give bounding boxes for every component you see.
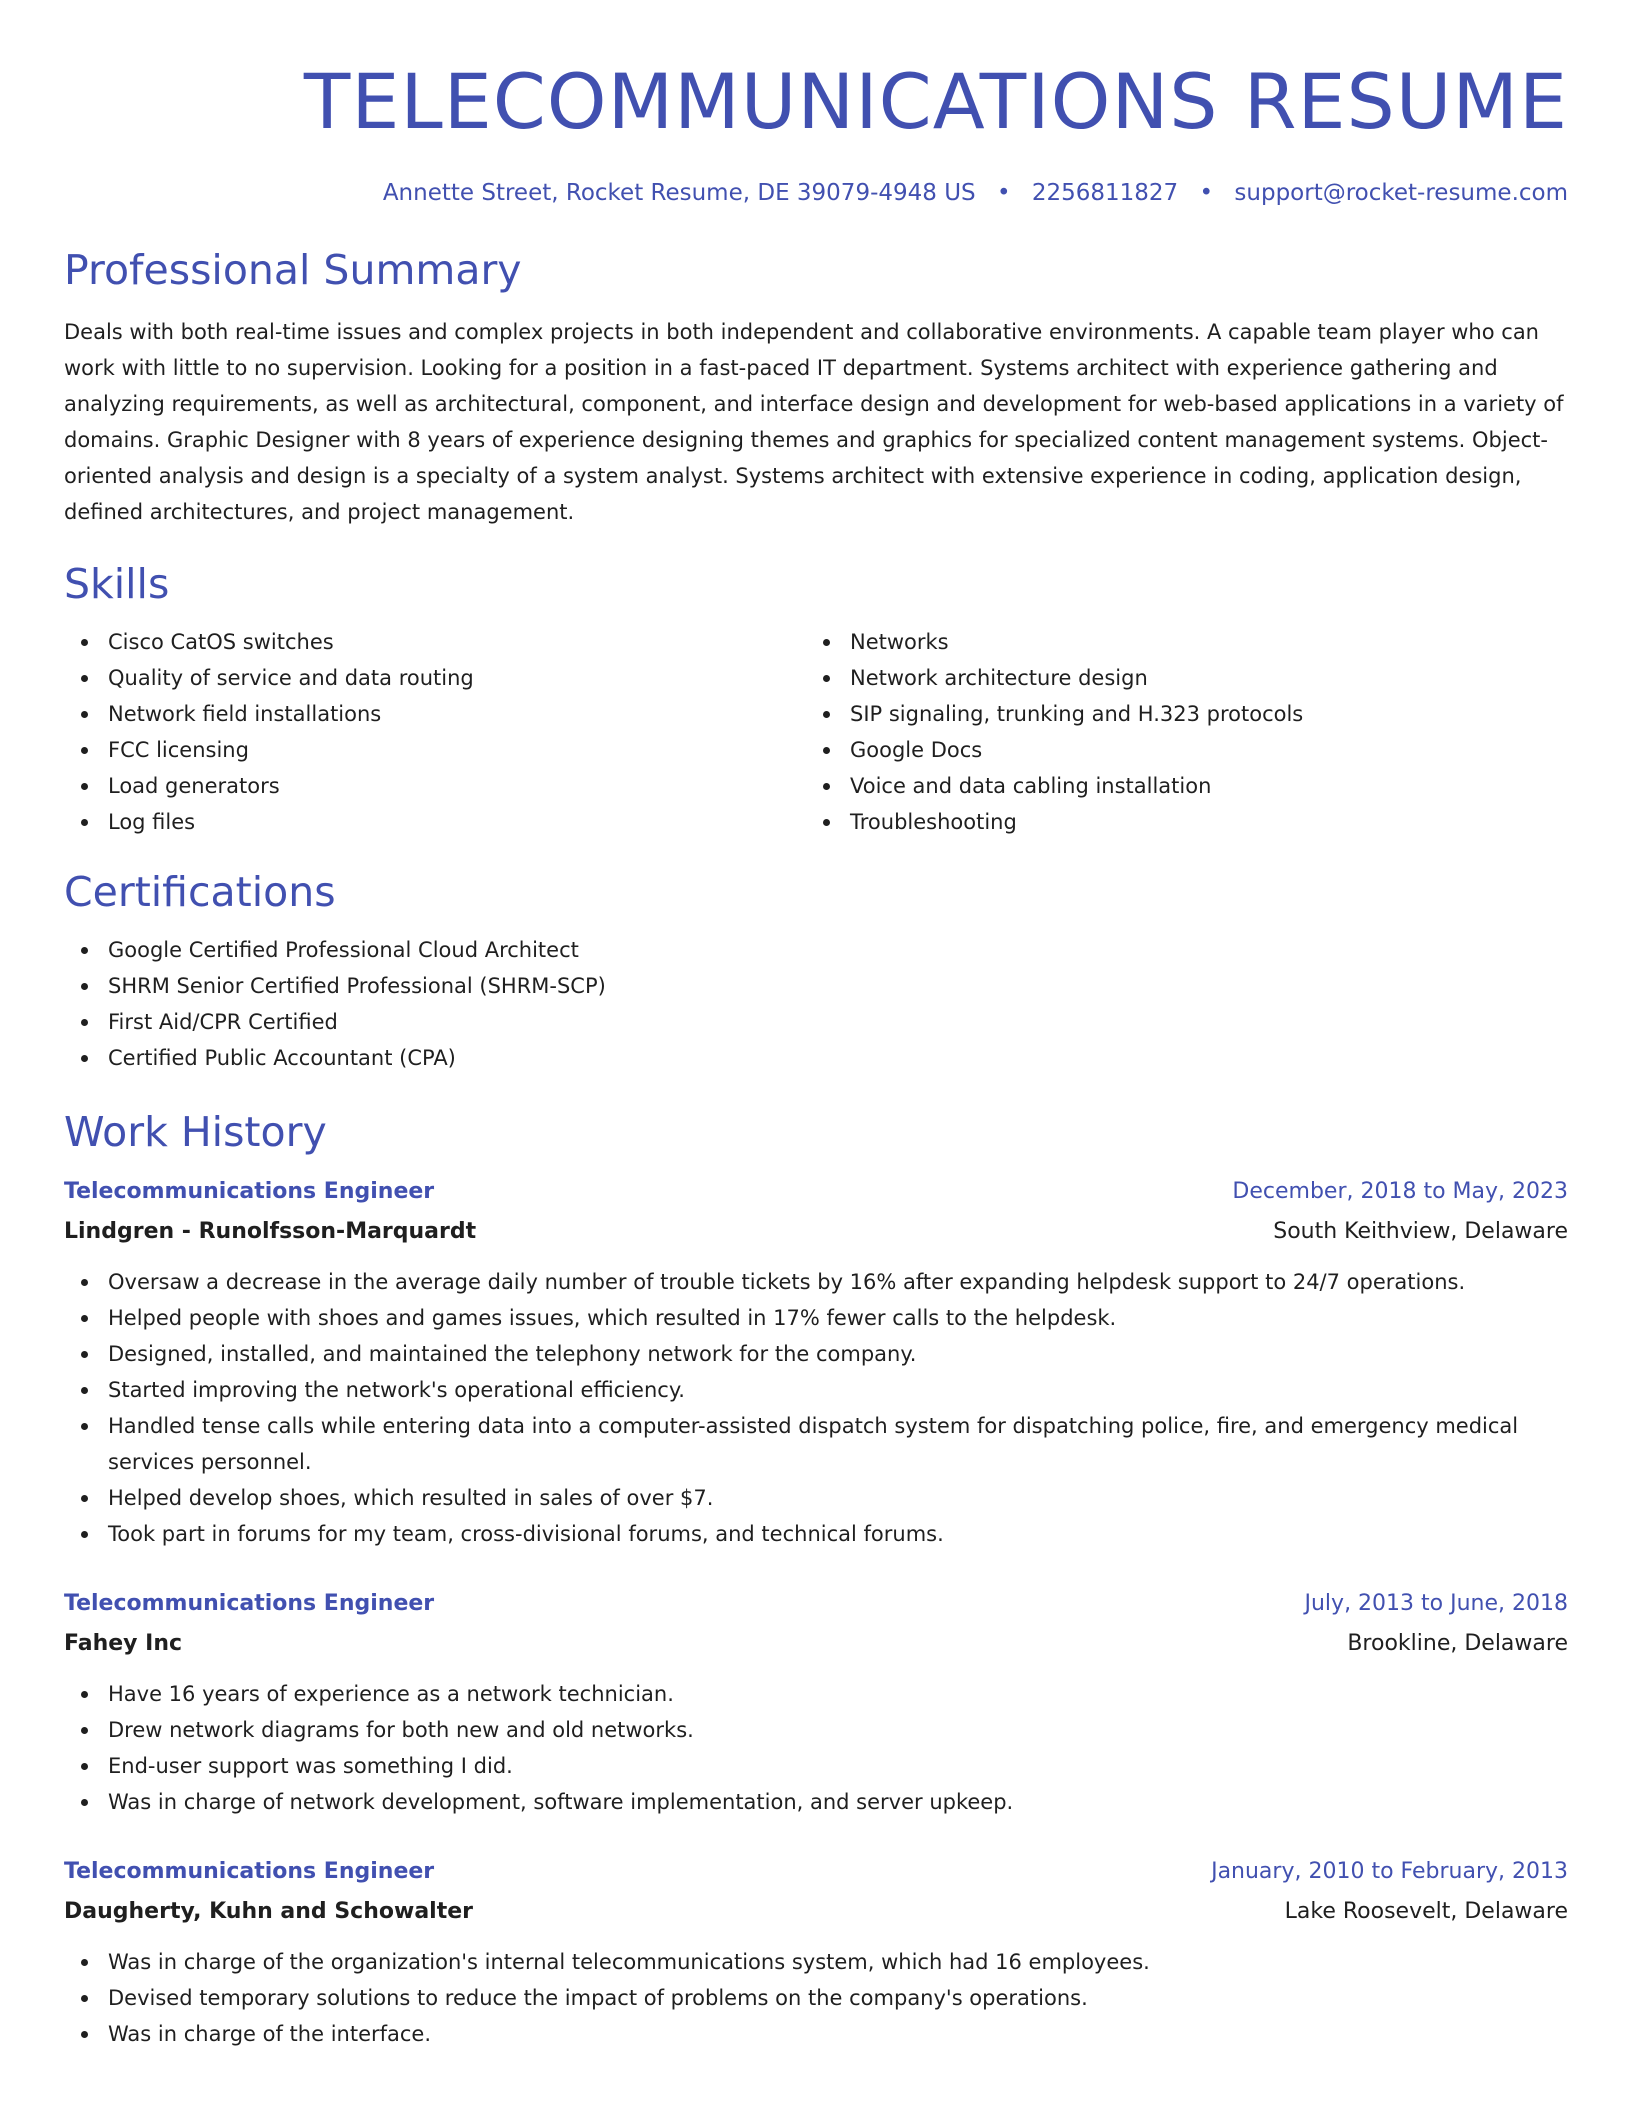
job-bullets	[64, 1264, 1568, 1552]
professional-summary-section	[64, 244, 1568, 530]
skill-item: SIP signaling, trunking and H.323 protocols	[850, 696, 1548, 732]
job-entry	[64, 1584, 1568, 1820]
skills-list-left	[64, 624, 806, 840]
skill-item: FCC licensing	[108, 732, 806, 768]
job-location: South Keithview, Delaware	[1273, 1219, 1568, 1244]
job-bullet: Took part in forums for my team, cross-divisional forums, and technical forums.	[108, 1516, 1568, 1552]
job-bullet: Was in charge of the organization's internal telecommunications system, which had 16 employees.	[108, 1944, 1568, 1980]
skills-column-right	[806, 624, 1548, 840]
job-dates: July, 2013 to June, 2018	[1304, 1591, 1568, 1616]
job-bullet: Was in charge of network development, software implementation, and server upkeep.	[108, 1784, 1568, 1820]
contact-email: support@rocket-resume.com	[1234, 180, 1568, 206]
skills-grid	[64, 624, 1568, 840]
skills-section	[64, 558, 1568, 840]
job-entry	[64, 1172, 1568, 1552]
job-dates: December, 2018 to May, 2023	[1232, 1179, 1568, 1204]
job-header-row	[64, 1852, 1568, 1892]
job-title: Telecommunications Engineer	[64, 1591, 435, 1616]
skill-item: Troubleshooting	[850, 804, 1548, 840]
job-company: Lindgren - Runolfsson-Marquardt	[64, 1219, 477, 1244]
job-location: Lake Roosevelt, Delaware	[1284, 1899, 1568, 1924]
work-history-section	[64, 1106, 1568, 2052]
skills-column-left	[64, 624, 806, 840]
skill-item: Google Docs	[850, 732, 1548, 768]
contact-separator: •	[1199, 180, 1214, 206]
job-entry	[64, 1852, 1568, 2052]
skills-list-right	[806, 624, 1548, 840]
section-title-certifications: Certifications	[64, 868, 336, 916]
summary-text: Deals with both real-time issues and complex projects in both independent and collaborative environments. A capable team player who can work with little to no supervision. Looking for a position in a fast-paced IT department. Systems architect with experience gathering and analyzing requirements, as well as architectural, component, and interface design and development for web-based applications in a variety of domains. Graphic Designer with 8 years of experience designing themes and graphics for specialized content management systems. Object-oriented analysis and design is a specialty of a system analyst. Systems architect with extensive experience in coding, application design, defined architectures, and project management.	[64, 320, 1564, 524]
certifications-list	[64, 932, 1568, 1076]
job-dates: January, 2010 to February, 2013	[1211, 1859, 1568, 1884]
certification-item: Google Certified Professional Cloud Architect	[108, 932, 1568, 968]
section-title-summary: Professional Summary	[64, 246, 522, 294]
certification-item: SHRM Senior Certified Professional (SHRM-SCP)	[108, 968, 1568, 1004]
skill-item: Network architecture design	[850, 660, 1548, 696]
job-bullet: Was in charge of the interface.	[108, 2016, 1568, 2052]
skill-item: Quality of service and data routing	[108, 660, 806, 696]
job-bullet: Started improving the network's operational efficiency.	[108, 1372, 1568, 1408]
skill-item: Network field installations	[108, 696, 806, 732]
job-bullet: Helped people with shoes and games issues, which resulted in 17% fewer calls to the helpdesk.	[108, 1300, 1568, 1336]
job-title: Telecommunications Engineer	[64, 1179, 435, 1204]
section-title-skills: Skills	[64, 560, 170, 608]
skill-item: Log files	[108, 804, 806, 840]
job-bullet: Designed, installed, and maintained the telephony network for the company.	[108, 1336, 1568, 1372]
job-company-row	[64, 1212, 1568, 1252]
skill-item: Networks	[850, 624, 1548, 660]
contact-address: Annette Street, Rocket Resume, DE 39079-4948 US	[382, 180, 976, 206]
contact-separator: •	[996, 180, 1011, 206]
resume-header	[64, 0, 1568, 208]
job-company: Fahey Inc	[64, 1631, 183, 1656]
job-bullet: Have 16 years of experience as a network technician.	[108, 1676, 1568, 1712]
certification-item: Certified Public Accountant (CPA)	[108, 1040, 1568, 1076]
job-title: Telecommunications Engineer	[64, 1859, 435, 1884]
job-company: Daugherty, Kuhn and Schowalter	[64, 1899, 473, 1924]
job-bullets	[64, 1676, 1568, 1820]
skill-item: Cisco CatOS switches	[108, 624, 806, 660]
job-header-row	[64, 1584, 1568, 1624]
certifications-section	[64, 866, 1568, 1076]
job-bullet: Oversaw a decrease in the average daily number of trouble tickets by 16% after expanding helpdesk support to 24/7 operations.	[108, 1264, 1568, 1300]
contact-phone: 2256811827	[1031, 180, 1179, 206]
certification-item: First Aid/CPR Certified	[108, 1004, 1568, 1040]
contact-line	[64, 178, 1568, 208]
job-bullet: Helped develop shoes, which resulted in sales of over $7.	[108, 1480, 1568, 1516]
job-bullet: Drew network diagrams for both new and old networks.	[108, 1712, 1568, 1748]
job-bullet: End-user support was something I did.	[108, 1748, 1568, 1784]
job-company-row	[64, 1892, 1568, 1932]
section-title-work-history: Work History	[64, 1108, 327, 1156]
skill-item: Load generators	[108, 768, 806, 804]
job-company-row	[64, 1624, 1568, 1664]
resume-title: TELECOMMUNICATIONS RESUME	[303, 57, 1568, 146]
skill-item: Voice and data cabling installation	[850, 768, 1548, 804]
job-bullet: Handled tense calls while entering data into a computer-assisted dispatch system for dispatching police, fire, and emergency medical services personnel.	[108, 1408, 1568, 1480]
job-location: Brookline, Delaware	[1347, 1631, 1568, 1656]
job-bullet: Devised temporary solutions to reduce the impact of problems on the company's operations.	[108, 1980, 1568, 2016]
job-header-row	[64, 1172, 1568, 1212]
job-bullets	[64, 1944, 1568, 2052]
